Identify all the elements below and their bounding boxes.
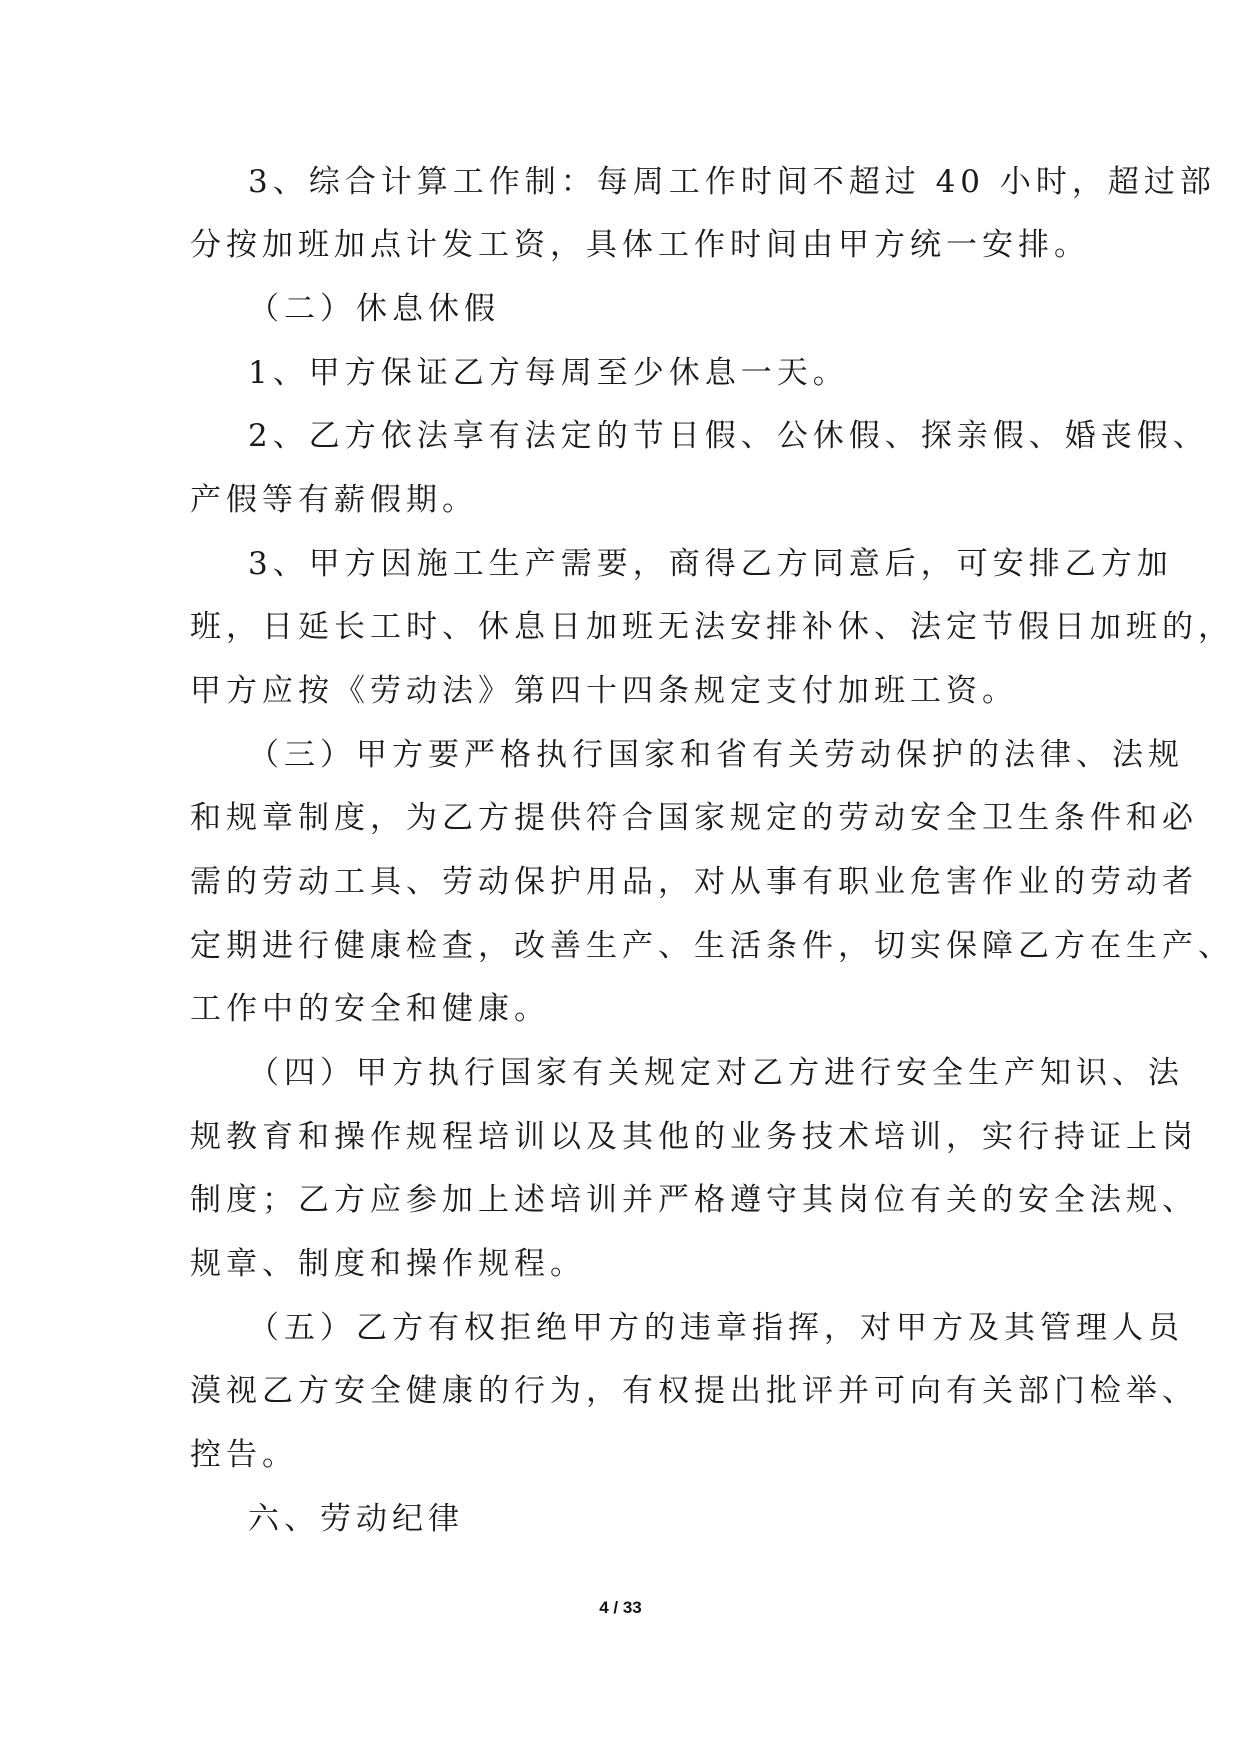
section-heading: （二）休息休假 [248, 291, 500, 327]
paragraph-line: （三）甲方要严格执行国家和省有关劳动保护的法律、法规 [248, 737, 1184, 773]
paragraph-line: 和规章制度，为乙方提供符合国家规定的劳动安全卫生条件和必 [190, 800, 1198, 836]
paragraph-line: 工作中的安全和健康。 [190, 991, 550, 1027]
paragraph-line: （五）乙方有权拒绝甲方的违章指挥，对甲方及其管理人员 [248, 1310, 1184, 1346]
paragraph-line: 规章、制度和操作规程。 [190, 1246, 586, 1282]
paragraph-line: 班，日延长工时、休息日加班无法安排补休、法定节假日加班的， [190, 609, 1234, 645]
paragraph-line: 漠视乙方安全健康的行为，有权提出批评并可向有关部门检举、 [190, 1373, 1198, 1409]
paragraph-line: 甲方应按《劳动法》第四十四条规定支付加班工资。 [190, 673, 1018, 709]
paragraph-line: （四）甲方执行国家有关规定对乙方进行安全生产知识、法 [248, 1055, 1184, 1091]
paragraph-line: 3、综合计算工作制：每周工作时间不超过 40 小时，超过部 [248, 164, 1216, 200]
paragraph-line: 需的劳动工具、劳动保护用品，对从事有职业危害作业的劳动者 [190, 864, 1198, 900]
paragraph-line: 定期进行健康检查，改善生产、生活条件，切实保障乙方在生产、 [190, 928, 1234, 964]
page-number: 4 / 33 [599, 1598, 642, 1617]
paragraph-line: 规教育和操作规程培训以及其他的业务技术培训，实行持证上岗 [190, 1119, 1198, 1155]
paragraph-line: 制度；乙方应参加上述培训并严格遵守其岗位有关的安全法规、 [190, 1182, 1198, 1218]
paragraph-line: 3、甲方因施工生产需要，商得乙方同意后，可安排乙方加 [248, 546, 1173, 582]
paragraph-line: 分按加班加点计发工资，具体工作时间由甲方统一安排。 [190, 227, 1090, 263]
paragraph-line: 2、乙方依法享有法定的节日假、公休假、探亲假、婚丧假、 [248, 418, 1209, 454]
paragraph-line: 产假等有薪假期。 [190, 482, 478, 518]
paragraph-line: 1、甲方保证乙方每周至少休息一天。 [248, 355, 849, 391]
section-heading: 六、劳动纪律 [248, 1501, 464, 1537]
paragraph-line: 控告。 [190, 1437, 298, 1473]
